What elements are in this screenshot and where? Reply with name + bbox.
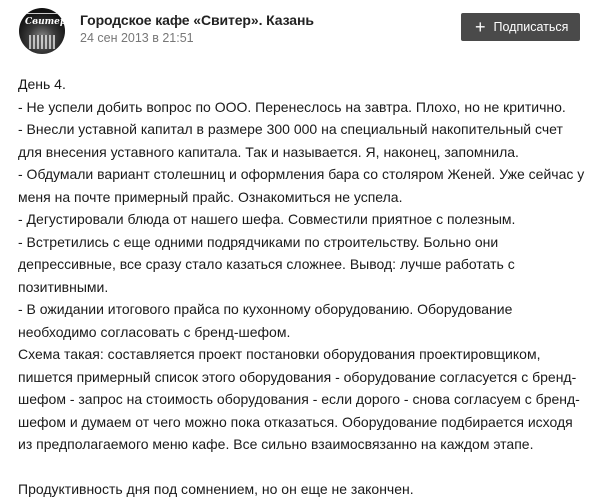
post-line: Схема такая: составляется проект постановки оборудования проектировщиком, пишется примерный список этого оборудования - оборудование согласуется с бренд-шефом - запрос на стоимость оборудования - если дорого - снова согласуем с бренд-шефом и думаем от чего можно пока отказаться. Оборудование подбирается исходя из предполагаемого меню кафе. Все сильно взаимосвязанно на каждом этапе. <box>18 346 580 452</box>
post-line: - Дегустировали блюда от нашего шефа. Совместили приятное с полезным. <box>18 211 516 227</box>
community-title[interactable]: Городское кафе «Свитер». Казань <box>80 12 314 28</box>
plus-icon: + <box>475 17 486 37</box>
avatar-band <box>27 13 57 14</box>
avatar[interactable] <box>19 8 65 54</box>
post-closing: Продуктивность дня под сомнением, но он еще не закончен. <box>18 481 414 497</box>
post-line: - Встретились с еще одними подрядчиками по строительству. Больно они депрессивные, все сразу стало казаться сложнее. Вывод: лучше работать с позитивными. <box>18 233 515 295</box>
subscribe-label: Подписаться <box>493 20 569 34</box>
post-header <box>0 0 600 60</box>
avatar-image <box>29 35 55 49</box>
spacer <box>18 456 588 479</box>
subscribe-button[interactable] <box>461 13 580 41</box>
post-line: - В ожидании итогового прайса по кухонному оборудованию. Оборудование необходимо согласовать с бренд-шефом. <box>18 301 513 340</box>
post-line: День 4. <box>18 76 66 92</box>
post-body <box>18 73 588 501</box>
post-line: - Обдумали вариант столешниц и оформления бара со столяром Женей. Уже сейчас у меня на почте примерный прайс. Ознакомиться не успела. <box>18 166 585 205</box>
post-line: - Внесли уставной капитал в размере 300 000 на специальный накопительный счет для внесения уставного капитала. Так и называется. Я, наконец, запомнила. <box>18 121 563 160</box>
avatar-logo: Свитер <box>25 17 67 27</box>
post-date[interactable]: 24 сен 2013 в 21:51 <box>80 31 194 45</box>
post-line: - Не успели добить вопрос по ООО. Перенеслось на завтра. Плохо, но не критично. <box>18 98 566 115</box>
